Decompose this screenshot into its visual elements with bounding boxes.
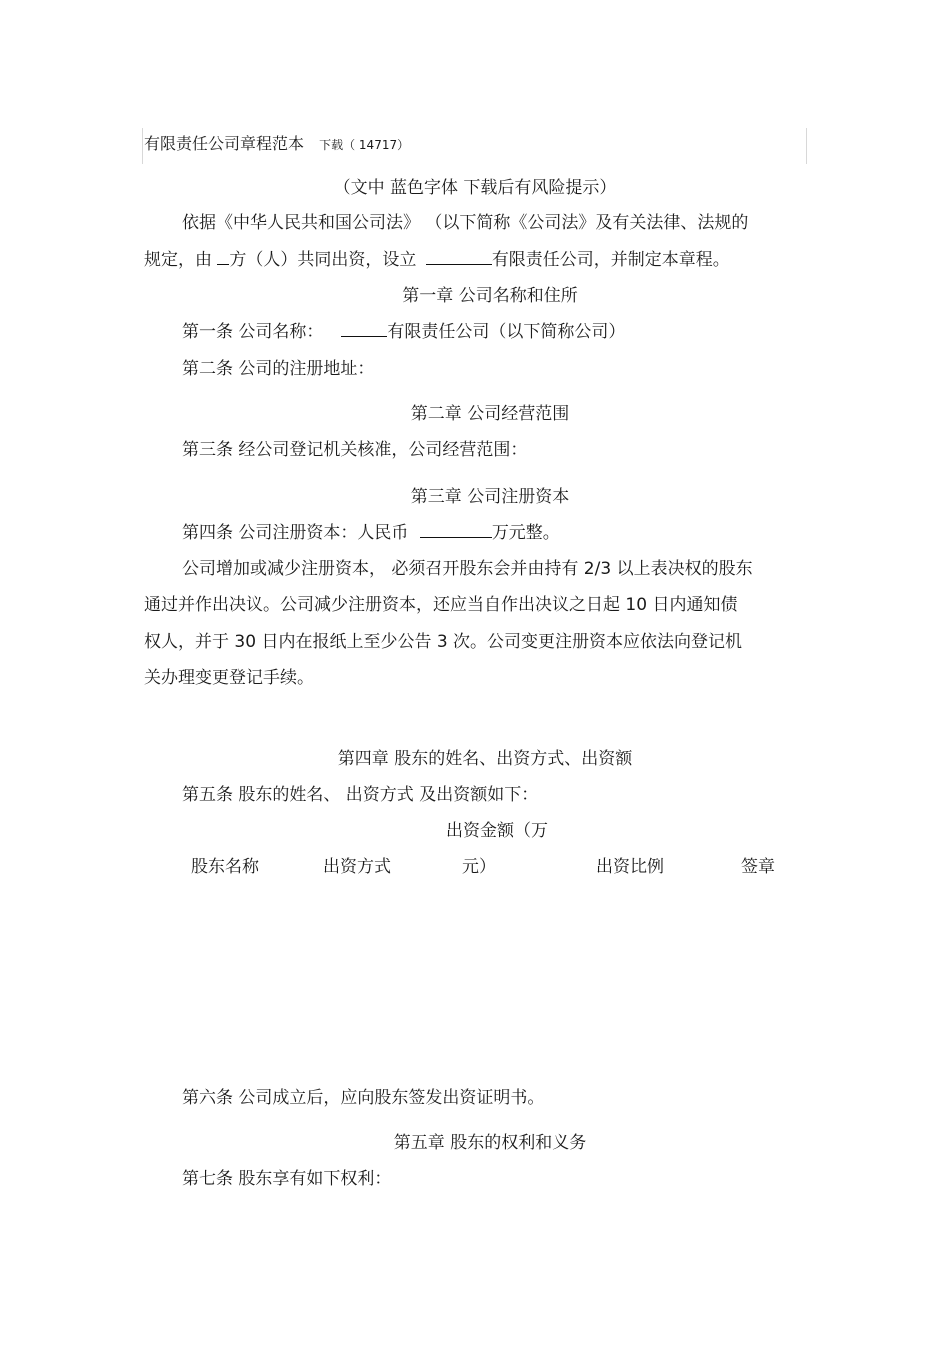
intro-line-2 bbox=[144, 252, 730, 269]
article-5: 第五条 股东的姓名、 出资方式 及出资额如下： bbox=[182, 785, 539, 805]
article-6: 第六条 公司成立后，应向股东签发出资证明书。 bbox=[182, 1088, 545, 1108]
intro-line-2a: 规定，由 bbox=[144, 250, 218, 270]
blank-company-name bbox=[426, 263, 492, 265]
article-4-tail: 万元整。 bbox=[491, 523, 560, 543]
blank-parties bbox=[217, 263, 229, 265]
chapter-2-title: 第二章 公司经营范围 bbox=[410, 404, 570, 424]
article-1 bbox=[182, 324, 625, 341]
document-title-text: 有限责任公司章程范本 bbox=[144, 134, 305, 153]
header-left-rule bbox=[142, 128, 143, 164]
document-title bbox=[144, 131, 409, 154]
blank-capital bbox=[420, 536, 492, 538]
header-right-rule bbox=[806, 128, 807, 164]
chapter-4-title: 第四章 股东的姓名、出资方式、出资额 bbox=[337, 749, 633, 769]
article-1-label: 第一条 公司名称： bbox=[182, 322, 324, 342]
capital-para-line-2: 通过并作出决议。公司减少注册资本，还应当自作出决议之日起 10 日内通知债 bbox=[144, 595, 738, 615]
chapter-3-title: 第三章 公司注册资本 bbox=[410, 487, 570, 507]
article-4 bbox=[182, 525, 560, 542]
blank-article-1 bbox=[341, 335, 387, 337]
chapter-1-title: 第一章 公司名称和住所 bbox=[402, 286, 578, 306]
col-contribution-ratio: 出资比例 bbox=[596, 857, 664, 877]
intro-line-2b: 方（人）共同出资，设立 bbox=[229, 250, 422, 270]
article-2: 第二条 公司的注册地址： bbox=[182, 359, 375, 379]
intro-line-1: 依据《中华人民共和国公司法》 （以下简称《公司法》及有关法律、法规的 bbox=[182, 213, 749, 233]
col-amount-line-2: 元） bbox=[462, 857, 496, 877]
intro-line-2c: 有限责任公司，并制定本章程。 bbox=[491, 250, 730, 270]
article-7: 第七条 股东享有如下权利： bbox=[182, 1169, 392, 1189]
col-shareholder-name: 股东名称 bbox=[191, 857, 259, 877]
col-amount-line-1: 出资金额（万 bbox=[446, 821, 548, 841]
capital-para-line-4: 关办理变更登记手续。 bbox=[144, 668, 314, 688]
chapter-5-title: 第五章 股东的权利和义务 bbox=[393, 1133, 587, 1153]
article-3: 第三条 经公司登记机关核准，公司经营范围： bbox=[182, 440, 528, 460]
article-1-tail: 有限责任公司（以下简称公司） bbox=[387, 322, 626, 342]
risk-notice: （文中 蓝色字体 下载后有风险提示） bbox=[333, 178, 617, 198]
download-count[interactable]: 下载（ 14717） bbox=[319, 138, 410, 152]
capital-para-line-1: 公司增加或减少注册资本， 必须召开股东会并由持有 2/3 以上表决权的股东 bbox=[182, 559, 753, 579]
col-seal: 签章 bbox=[741, 857, 775, 877]
article-4-label: 第四条 公司注册资本：人民币 bbox=[182, 523, 414, 543]
capital-para-line-3: 权人，并于 30 日内在报纸上至少公告 3 次。公司变更注册资本应依法向登记机 bbox=[144, 632, 743, 652]
col-contribution-method: 出资方式 bbox=[323, 857, 391, 877]
